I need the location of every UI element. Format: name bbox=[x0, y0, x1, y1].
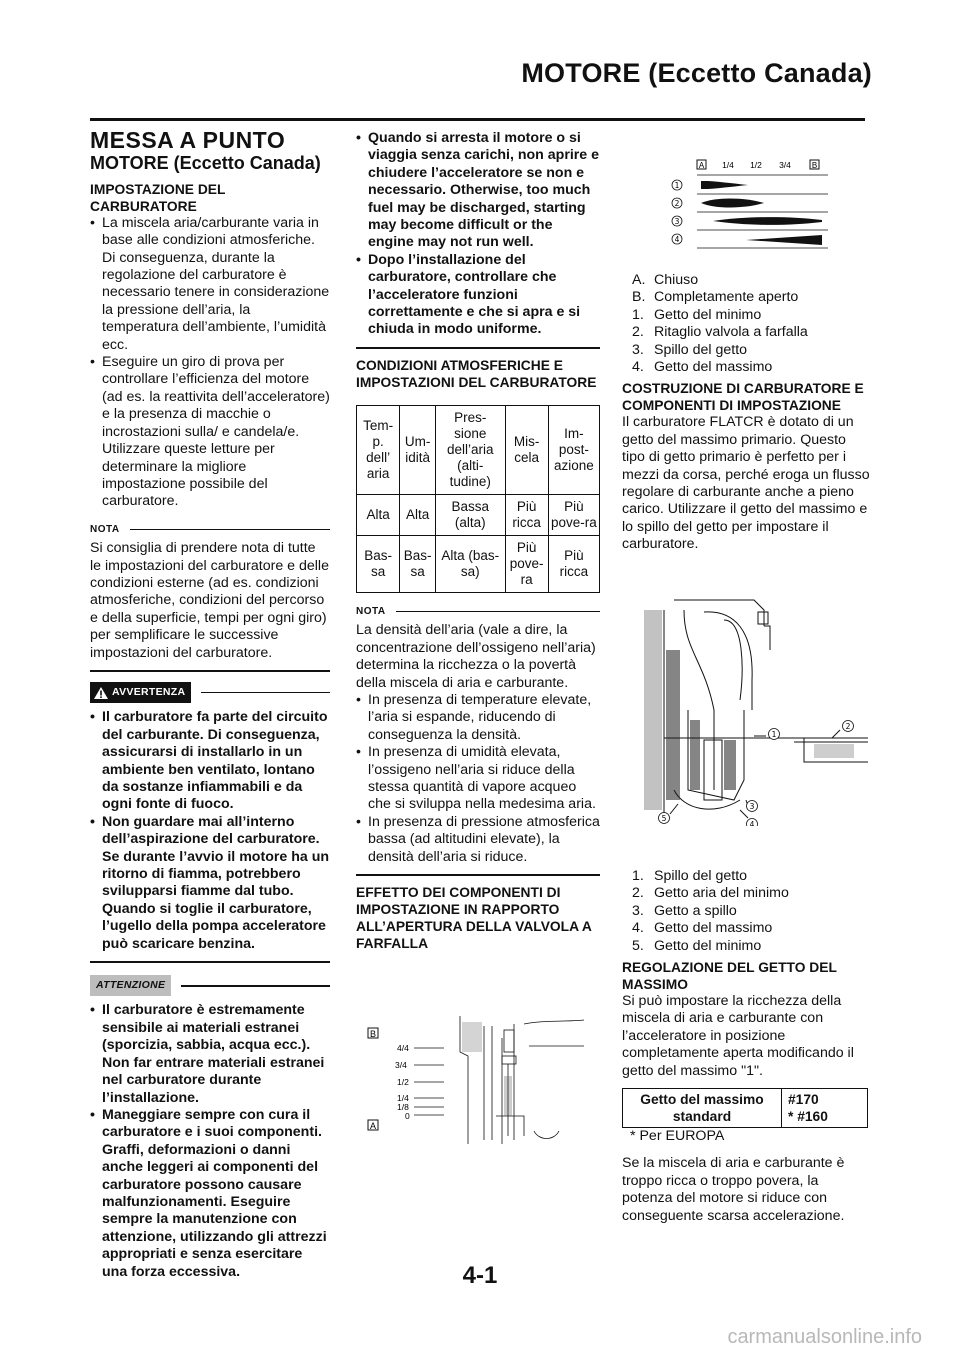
note-text: La densità dell’aria (vale a dire, la concentrazione dell’ossigeno nell’aria) determina la ricchezza o la povertà della miscela di aria e carburante. bbox=[356, 622, 596, 691]
heading-atmospheric-conditions: CONDIZIONI ATMOSFERICHE E IMPOSTAZIONI DEL CARBURATORE bbox=[356, 357, 597, 390]
subsection-title: MOTORE (Eccetto Canada) bbox=[90, 153, 321, 174]
table-row bbox=[623, 1089, 868, 1128]
table-cell: Bas-sa bbox=[400, 535, 436, 592]
legend-item: A. Chiuso bbox=[632, 272, 699, 288]
table-cell: Più ricca bbox=[505, 494, 548, 535]
page-header-title: MOTORE (Eccetto Canada) bbox=[521, 58, 872, 88]
legend-item: 1. Spillo del getto bbox=[632, 868, 748, 884]
warning-header bbox=[90, 682, 330, 703]
list-item: • Quando si arresta il motore o si viaggia senza carichi, non aprire e chiudere l’acceleratore se non e necessario. Otherwise, too much fuel may be discharged, starting may become difficult or the engine may not run well. bbox=[356, 130, 600, 252]
column-3-top bbox=[622, 272, 870, 554]
warning-badge bbox=[90, 682, 191, 703]
spec-values: #170 * #160 bbox=[782, 1089, 868, 1128]
figure-legend-2 bbox=[622, 868, 870, 955]
divider bbox=[90, 670, 330, 672]
table-cell: Più ricca bbox=[548, 535, 599, 592]
fig-label-3-4: 3/4 bbox=[779, 160, 791, 170]
fig-label-a: A bbox=[698, 161, 705, 170]
spec-label: Getto del massimo standard bbox=[623, 1089, 782, 1128]
table-cell: Bassa (alta) bbox=[436, 494, 506, 535]
figure-legend-1 bbox=[622, 272, 870, 376]
paragraph: Il carburatore FLATCR è dotato di un getto del massimo primario. Questo tipo di getto primario è perfetto per i mezzi da corsa, perché eroga un flusso regolare di carburante anche a pieno carico. Utilizzare il getto del massimo e lo spillo del getto per impostare il carburatore. bbox=[622, 414, 870, 553]
legend-item: 2. Getto aria del minimo bbox=[632, 885, 789, 902]
fig-num-3: 3 bbox=[674, 217, 680, 226]
fig2-num-2: 2 bbox=[845, 722, 851, 731]
carburetor-section-figure bbox=[644, 590, 868, 826]
fig-label-1-8: 1/8 bbox=[397, 1102, 409, 1112]
list-item: • Dopo l’installazione del carburatore, controllare che l’acceleratore funzioni correttamente e che si apra e si chiuda in modo uniforme. bbox=[356, 252, 600, 339]
fig-label-4-4: 4/4 bbox=[397, 1043, 409, 1053]
conditions-table bbox=[356, 405, 600, 593]
table-header-cell: Pres-sione dell’aria (alti-tudine) bbox=[436, 405, 506, 494]
fig2-num-4: 4 bbox=[749, 820, 755, 826]
column-3-bottom bbox=[622, 868, 870, 1225]
list-item: • Maneggiare sempre con cura il carburatore e i suoi componenti. Graffi, deformazioni o danni anche leggeri ai componenti del carburatore possono causare malfunzionamenti. Eseguire sempre la manutenzione con attenzione, utilizzando gli attrezzi appropriati e senza esercitare una forza eccessiva. bbox=[90, 1107, 330, 1281]
heading-main-jet-adjustment: REGOLAZIONE DEL GETTO DEL MASSIMO bbox=[622, 960, 837, 993]
legend-item: 3. Getto a spillo bbox=[632, 902, 737, 919]
heading-carburetor-construction: COSTRUZIONE DI CARBURATORE E COMPONENTI DI IMPOSTAZIONE bbox=[622, 381, 864, 414]
caution-list bbox=[90, 1002, 330, 1281]
list-item: • Eseguire un giro di prova per controllare l’efficienza del motore (ad es. la reattivita dell’acceleratore) e la presenza di macchie o incrostazioni sulla/ e candela/e. Utilizzare queste letture per determinare la migliore impostazione possibile del carburatore. bbox=[90, 354, 330, 511]
bullet-list bbox=[90, 215, 330, 511]
table-row bbox=[357, 494, 600, 535]
note-label: NOTA bbox=[356, 605, 386, 617]
table-header-cell: Um-idità bbox=[400, 405, 436, 494]
main-jet-spec-table bbox=[622, 1088, 868, 1128]
divider bbox=[356, 347, 600, 349]
jet-components-figure bbox=[668, 158, 833, 250]
fig-label-b: B bbox=[811, 161, 818, 170]
paragraph: Se la miscela di aria e carburante è troppo ricca o troppo povera, la potenza del motore si riduce con conseguente scarsa accelerazione. bbox=[622, 1155, 845, 1224]
fig2-num-1: 1 bbox=[771, 730, 777, 739]
fig2-num-5: 5 bbox=[661, 814, 667, 823]
table-header-cell: Mis-cela bbox=[505, 405, 548, 494]
header-rule bbox=[90, 118, 865, 121]
legend-item: 5. Getto del minimo bbox=[632, 937, 762, 954]
caution-header bbox=[90, 975, 330, 996]
table-cell: Alta (bas-sa) bbox=[436, 535, 506, 592]
note-header bbox=[90, 521, 330, 538]
fig-num-2: 2 bbox=[674, 199, 680, 208]
list-item: • Il carburatore è estremamente sensibile ai materiali estranei (sporcizia, sabbia, acqua ecc.). Non far entrare materiali estranei nel carburatore durante l’installazione. bbox=[90, 1002, 330, 1106]
legend-item: 1. Getto del minimo bbox=[632, 306, 762, 323]
heading-carburetor-setting: IMPOSTAZIONE DEL CARBURATORE bbox=[90, 181, 226, 214]
table-header-cell: Tem-p. dell’ aria bbox=[357, 405, 400, 494]
heading-component-effect: EFFETTO DEI COMPONENTI DI IMPOSTAZIONE IN RAPPORTO ALL’APERTURA DELLA VALVOLA A FARFALLA bbox=[356, 884, 592, 951]
page-number: 4-1 bbox=[462, 1262, 498, 1289]
note-text: Si consiglia di prendere nota di tutte le impostazioni del carburatore e delle condizioni esterne (ad es. condizioni atmosferiche, condizioni del percorso e della superficie, tempi per ogni giro) per semplificare le successive impostazioni del carburatore. bbox=[90, 540, 329, 661]
table-row bbox=[357, 535, 600, 592]
column-2 bbox=[356, 130, 600, 952]
paragraph: Si può impostare la ricchezza della miscela di aria e carburante con l’acceleratore in posizione completamente aperta modificando il getto del massimo "1". bbox=[622, 993, 854, 1079]
note-label: NOTA bbox=[90, 523, 120, 535]
throttle-opening-figure bbox=[364, 1016, 590, 1146]
watermark: carmanualsonline.info bbox=[727, 1326, 922, 1348]
column-1 bbox=[90, 127, 330, 1281]
list-item: • In presenza di temperature elevate, l’aria si espande, riducendo di conseguenza la densità. bbox=[356, 692, 600, 744]
section-title: MESSA A PUNTO bbox=[90, 127, 286, 153]
table-cell: Alta bbox=[400, 494, 436, 535]
fig-label-0: 0 bbox=[405, 1111, 410, 1121]
spec-note: * Per EUROPA bbox=[630, 1128, 725, 1145]
list-item: • In presenza di umidità elevata, l’ossigeno nell’aria si riduce della stessa quantità di vapore acqueo che si sviluppa nella medesima aria. bbox=[356, 744, 600, 814]
table-cell: Più pove-ra bbox=[548, 494, 599, 535]
fig-label-1-4: 1/4 bbox=[722, 160, 734, 170]
legend-item: 4. Getto del massimo bbox=[632, 359, 773, 376]
fig-label-b: B bbox=[369, 1029, 377, 1039]
fig-label-a: A bbox=[369, 1121, 377, 1131]
list-item: • Non guardare mai all’interno dell’aspirazione del carburatore. Se durante l’avvio il motore ha un ritorno di fiamma, potrebbero svilupparsi fiamme dal tubo. Quando si toglie il carburatore, l’ugello della pompa acceleratore può scaricare benzina. bbox=[90, 814, 330, 953]
legend-item: 3. Spillo del getto bbox=[632, 341, 748, 358]
warning-label: AVVERTENZA bbox=[112, 685, 186, 698]
fig2-num-3: 3 bbox=[749, 802, 755, 811]
table-header-row bbox=[357, 405, 600, 494]
fig-num-4: 4 bbox=[674, 235, 680, 244]
fig-label-3-4: 3/4 bbox=[395, 1060, 407, 1070]
list-item: • La miscela aria/carburante varia in base alle condizioni atmosferiche. Di conseguenza, durante la regolazione del carburatore è necessario tenere in considerazione la pressione dell’aria, la temperatura dell’ambiente, l’umidità ecc. bbox=[90, 215, 330, 354]
list-item: • In presenza di pressione atmosferica bassa (ad altitudini elevate), la densità dell’aria si riduce. bbox=[356, 814, 600, 866]
fig-label-1-4: 1/4 bbox=[397, 1093, 409, 1103]
note-header bbox=[356, 603, 600, 620]
fig-label-1-2: 1/2 bbox=[750, 160, 762, 170]
table-cell: Alta bbox=[357, 494, 400, 535]
bullet-list bbox=[356, 692, 600, 866]
fig-num-1: 1 bbox=[674, 181, 680, 190]
list-item: • Il carburatore fa parte del circuito del carburante. Di conseguenza, assicurarsi di installarlo in un ambiente ben ventilato, lontano da sostanze infiammabili e da ogni fonte di fuoco. bbox=[90, 709, 330, 813]
divider bbox=[90, 961, 330, 963]
table-cell: Bas-sa bbox=[357, 535, 400, 592]
caution-badge: ATTENZIONE bbox=[90, 975, 171, 996]
divider bbox=[356, 874, 600, 876]
bold-bullet-list bbox=[356, 130, 600, 339]
legend-item: B. Completamente aperto bbox=[632, 289, 799, 306]
warning-list bbox=[90, 709, 330, 953]
legend-item: 2. Ritaglio valvola a farfalla bbox=[632, 324, 808, 341]
fig-label-1-2: 1/2 bbox=[397, 1077, 409, 1087]
warning-triangle-icon bbox=[94, 687, 108, 699]
table-header-cell: Im-post-azione bbox=[548, 405, 599, 494]
table-cell: Più pove-ra bbox=[505, 535, 548, 592]
legend-item: 4. Getto del massimo bbox=[632, 920, 773, 937]
